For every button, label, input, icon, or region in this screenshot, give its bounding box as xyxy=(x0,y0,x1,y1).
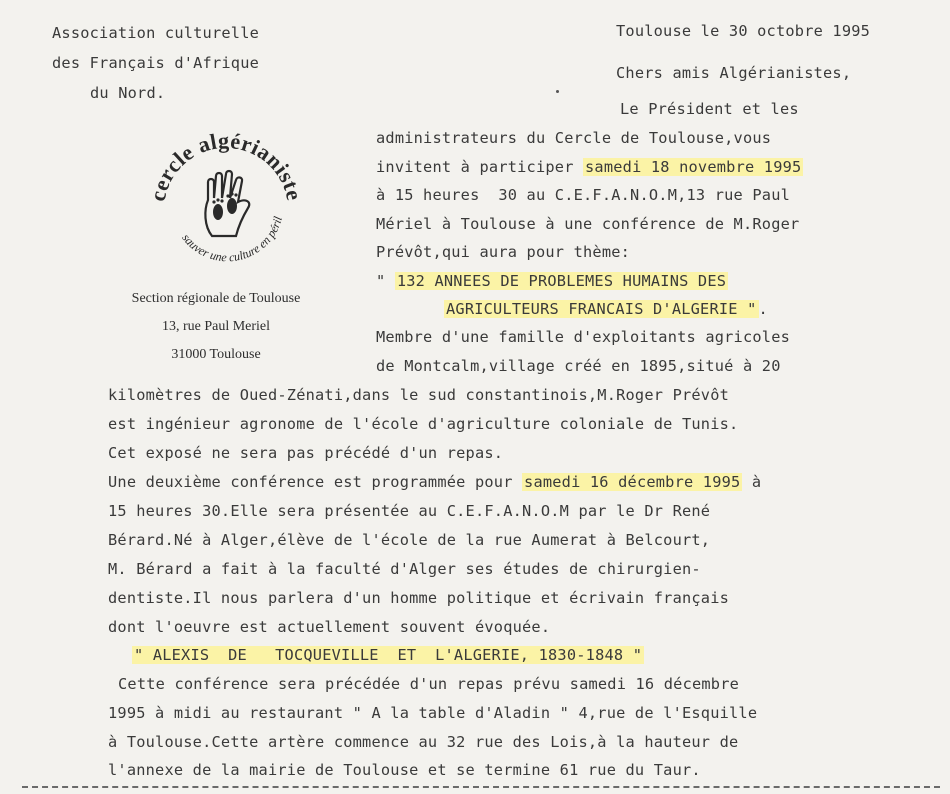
body-line: Cette conférence sera précédée d'un repas prévu samedi 16 décembre xyxy=(118,675,740,693)
body-line: Une deuxième conférence est programmée pour samedi 16 décembre 1995 à xyxy=(108,473,762,491)
body-line: dont l'oeuvre est actuellement souvent évoquée. xyxy=(108,618,551,636)
greeting: Chers amis Algérianistes, xyxy=(616,64,852,82)
date-highlight: samedi 16 décembre 1995 xyxy=(524,473,741,491)
body-line: Prévôt,qui aura pour thème: xyxy=(376,243,631,261)
section-line-1: Section régionale de Toulouse xyxy=(131,291,301,306)
theme-highlight: 132 ANNEES DE PROBLEMES HUMAINS DES xyxy=(396,272,727,290)
body-line: l'annexe de la mairie de Toulouse et se termine 61 rue du Taur. xyxy=(108,761,701,779)
ink-dot xyxy=(556,90,559,93)
logo-ring-top-text: cercle algérianiste xyxy=(144,127,308,204)
theme-line-1: " 132 ANNEES DE PROBLEMES HUMAINS DES xyxy=(376,272,727,290)
body-line: Bérard.Né à Alger,élève de l'école de la rue Aumerat à Belcourt, xyxy=(108,531,711,549)
svg-text:cercle algérianiste xyxy=(145,128,307,203)
body-line: de Montcalm,village créé en 1895,situé à 20 xyxy=(376,357,781,375)
body-line: Mériel à Toulouse à une conférence de M.Roger xyxy=(376,215,800,233)
body-line: à Toulouse.Cette artère commence au 32 rue des Lois,à la hauteur de xyxy=(108,733,739,751)
body-line: dentiste.Il nous parlera d'un homme politique et écrivain français xyxy=(108,589,730,607)
svg-text:sauver une culture en péril xyxy=(179,214,285,264)
body-line: est ingénieur agronome de l'école d'agriculture coloniale de Tunis. xyxy=(108,415,739,433)
logo-ring-bottom-text: sauver une culture en péril xyxy=(179,214,286,265)
theme-line-3 xyxy=(132,646,644,664)
body-line: à 15 heures 30 au C.E.F.A.N.O.M,13 rue Paul xyxy=(376,186,791,204)
page-tear-divider xyxy=(22,786,940,788)
letter-date: Toulouse le 30 octobre 1995 xyxy=(616,22,871,40)
association-line-1: Association culturelle xyxy=(52,24,260,42)
section-line-3: 31000 Toulouse xyxy=(171,347,261,362)
body-line: M. Bérard a fait à la faculté d'Alger ses études de chirurgien- xyxy=(108,560,701,578)
body-line: Membre d'une famille d'exploitants agricoles xyxy=(376,328,791,346)
section-line-2: 13, rue Paul Meriel xyxy=(161,319,271,334)
date-highlight: samedi 18 novembre 1995 xyxy=(585,158,802,176)
body-line: administrateurs du Cercle de Toulouse,vous xyxy=(376,129,772,147)
body-line: invitent à participer samedi 18 novembre 1995 xyxy=(376,158,802,176)
body-line: Le Président et les xyxy=(620,100,799,118)
theme-line-2: AGRICULTEURS FRANCAIS D'ALGERIE " . xyxy=(446,300,768,318)
body-line: 1995 à midi au restaurant " A la table d'Aladin " 4,rue de l'Esquille xyxy=(108,704,758,722)
body-line: 15 heures 30.Elle sera présentée au C.E.F.A.N.O.M par le Dr René xyxy=(108,502,711,520)
cercle-algerianiste-logo-icon xyxy=(142,118,310,278)
body-line: kilomètres de Oued-Zénati,dans le sud constantinois,M.Roger Prévôt xyxy=(108,386,730,404)
theme-highlight: AGRICULTEURS FRANCAIS D'ALGERIE " xyxy=(446,300,757,318)
theme-highlight: " ALEXIS DE TOCQUEVILLE ET L'ALGERIE, 1830-1848 " xyxy=(134,646,643,664)
body-line: Cet exposé ne sera pas précédé d'un repas. xyxy=(108,444,504,462)
association-line-2: des Français d'Afrique xyxy=(52,54,260,72)
association-line-3: du Nord. xyxy=(90,84,166,102)
